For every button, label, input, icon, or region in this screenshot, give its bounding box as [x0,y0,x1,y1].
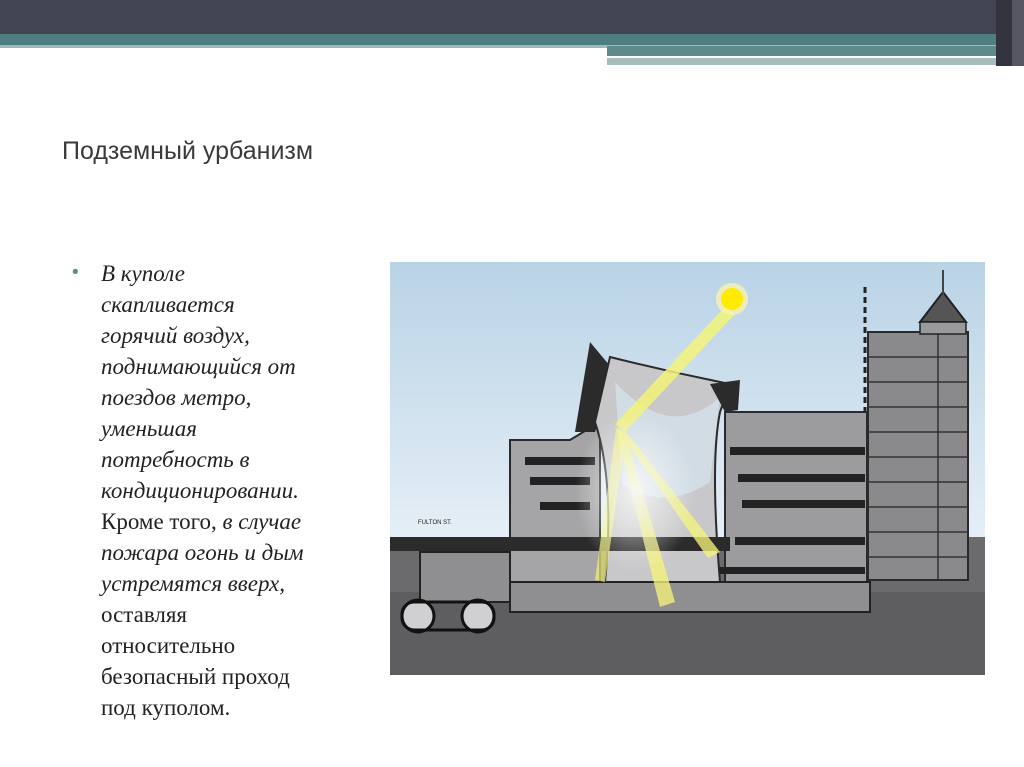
header-accent-bar [0,34,1010,45]
text-line: поднимающийся от [101,354,296,379]
text-plain: Кроме того, [101,509,217,534]
bullet-text [101,258,386,723]
text-line: относительно [101,633,236,658]
text-line: уменьшая [101,416,197,441]
text-line: В куполе [101,261,186,286]
text-line: под куполом. [101,695,231,720]
text-line: горячий воздух, [101,323,250,348]
bullet-marker: • [72,262,79,283]
text-line: пожара огонь и дым [101,540,304,565]
text-line: устремятся вверх, [101,571,285,596]
text-line: потребность в [101,447,250,472]
header-accent-block [607,46,1007,56]
text-line: поездов метро, [101,385,252,410]
section-drawing [390,262,985,675]
header-accent-block-line [607,58,1007,65]
text-line: скапливается [101,292,235,317]
slide-title: Подземный урбанизм [62,137,314,165]
text-line: кондиционировании. [101,478,299,503]
text-italic: в случае [216,509,302,534]
street-label: FULTON ST. [418,520,452,526]
text-line: оставляя [101,602,188,627]
header-edge-block-2 [1012,0,1024,66]
header-bar [0,0,1024,34]
text-line [101,506,386,537]
text-line: безопасный проход [101,664,290,689]
sun [716,283,748,315]
